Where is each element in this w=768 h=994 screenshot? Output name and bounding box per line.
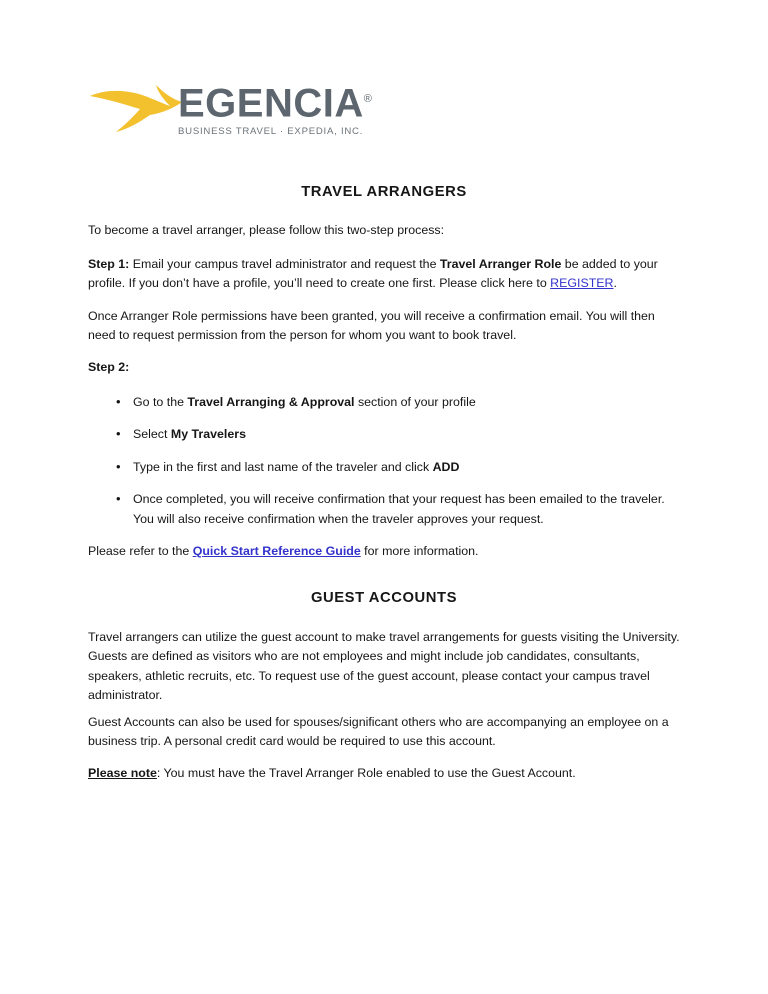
guest-accounts-paragraph-1: Travel arrangers can utilize the guest account to make travel arrangements for guests visiting the University. Guests are defined as visitors who are not employees and might include job candidates, consultants, speakers, athletic recruits, etc. To request use of the guest account, please contact your campus travel administrator. [88, 630, 680, 703]
list-item [88, 393, 680, 412]
please-note-label: Please note [88, 766, 157, 780]
list-item [88, 490, 680, 529]
egencia-swoosh-icon [88, 80, 184, 134]
step-1-label: Step 1: [88, 257, 130, 271]
step-1-text-a: Email your campus travel administrator and request the [129, 257, 440, 271]
bullet-2-text-a: Select [133, 427, 171, 442]
bullet-1-text-a: Go to the [133, 395, 188, 409]
reference-text-a: Please refer to the [88, 544, 193, 558]
egencia-wordmark-group [178, 78, 378, 137]
step-2-label [88, 358, 680, 377]
guest-accounts-paragraph-2: Guest Accounts can also be used for spouses/significant others who are accompanying an employee on a business trip. A personal credit card would be required to use this account. [88, 715, 669, 749]
step-2-label-text: Step 2: [88, 360, 130, 374]
travel-arrangers-intro: To become a travel arranger, please follow this two-step process: [88, 223, 445, 237]
bullet-4-text-a: Once completed, you will receive confirmation that your request has been emailed to the traveler. You will also receive confirmation when the traveler approves your request. [133, 492, 665, 526]
bullet-1-bold: Travel Arranging & Approval [187, 395, 355, 409]
registered-trademark-icon: ® [363, 93, 372, 105]
step-2-bullet-list [88, 393, 680, 529]
bullet-1-text-b: section of your profile [354, 395, 476, 409]
register-link[interactable]: REGISTER [550, 276, 614, 291]
bullet-2-bold: My Travelers [170, 427, 246, 442]
step-1-text-c: . [613, 276, 617, 291]
travel-arrangers-heading: TRAVEL ARRANGERS [301, 184, 467, 200]
egencia-logo [88, 78, 378, 140]
quick-start-reference-guide-link[interactable]: Quick Start Reference Guide [192, 544, 361, 558]
step-1-paragraph [88, 255, 680, 294]
bullet-3-bold: ADD [432, 459, 460, 474]
guest-accounts-note [88, 764, 680, 783]
bullet-3-text-a: Type in the first and last name of the traveler and click [133, 459, 433, 474]
step-1-bold-role: Travel Arranger Role [439, 257, 562, 271]
egencia-tagline: BUSINESS TRAVEL · EXPEDIA, INC. [178, 126, 364, 138]
egencia-wordmark [178, 78, 378, 124]
list-item [88, 458, 680, 477]
please-note-text: : You must have the Travel Arranger Role enabled to use the Guest Account. [156, 766, 576, 780]
egencia-wordmark-text: EGENCIA [178, 81, 364, 126]
step-1-text-b: be added to your profile. If you don’t have a profile, you’ll need to create one first. Please click here to [88, 257, 658, 291]
reference-text-b: for more information. [360, 544, 479, 558]
arranger-role-granted-paragraph: Once Arranger Role permissions have been granted, you will receive a confirmation email. You will then need to request permission from the person for whom you want to book travel. [88, 309, 655, 343]
guest-accounts-heading: GUEST ACCOUNTS [310, 590, 458, 606]
reference-guide-paragraph [88, 542, 680, 561]
list-item [88, 425, 680, 444]
